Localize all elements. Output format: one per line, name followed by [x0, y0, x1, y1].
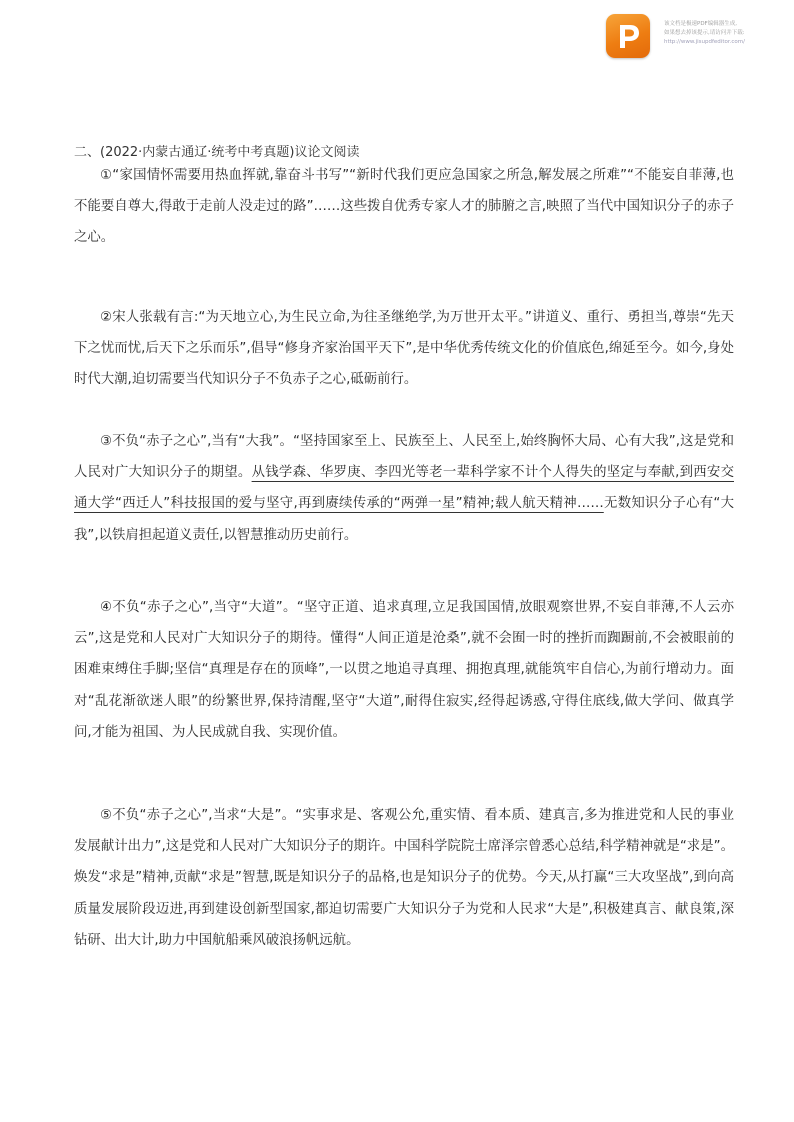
paragraph-4: ④不负“赤子之心”,当守“大道”。“坚守正道、追求真理,立足我国国情,放眼观察世界,不妄自菲薄,不人云亦云”,这是党和人民对广大知识分子的期待。懂得“人间正道是沧桑”,就不会囿一时的挫折而踟蹰前,不会被眼前的困难束缚住手脚;坚信“真理是存在的顶峰”,一以贯之地追寻真理、拥抱真理,就能筑牢自信心,为前行增动力。面对“乱花渐欲迷人眼”的纷繁世界,保持清醒,坚守“大道”,耐得住寂实,经得起诱惑,守得住底线,做大学问、做真学问,才能为祖国、为人民成就自我、实现价值。 [74, 600, 734, 740]
watermark-line-1: 该文档是极速PDF编辑器生成, [664, 21, 737, 27]
paragraph-5: ⑤不负“赤子之心”,当求“大是”。“实事求是、客观公允,重实情、看本质、建真言,多为推进党和人民的事业发展献计出力”,这是党和人民对广大知识分子的期许。中国科学院院士席泽宗曾悉心总结,科学精神就是“求是”。焕发“求是”精神,贡献“求是”智慧,既是知识分子的品格,也是知识分子的优势。今天,从打赢“三大攻坚战”,到向高质量发展阶段迈进,再到建设创新型国家,都迫切需要广大知识分子为党和人民求“大是”,积极建真言、献良策,深钻研、出大计,助力中国航船乘风破浪扬帆远航。 [74, 808, 734, 948]
watermark-line-2: 如果想去掉该提示,请访问并下载: [664, 30, 745, 36]
watermark-url: http://www.jisupdfeditor.com/ [664, 39, 745, 45]
watermark-notice [664, 20, 792, 47]
question-heading: 二、(2022·内蒙古通辽·统考中考真题)议论文阅读 [74, 145, 360, 160]
paragraph-3-conclusion: 无数知识分子心有“大我”,以铁肩担起道义责任,以智慧推动历史前行。 [74, 496, 735, 543]
pdf-editor-logo-icon [606, 14, 650, 58]
p-letter-icon [606, 14, 650, 58]
paragraph-3 [74, 426, 734, 551]
paragraph-2: ②宋人张载有言:“为天地立心,为生民立命,为往圣继绝学,为万世开太平。”讲道义、重行、勇担当,尊崇“先天下之忧而忧,后天下之乐而乐”,倡导“修身齐家治国平天下”,是中华优秀传统文化的价值底色,绵延至今。如今,身处时代大潮,迫切需要当代知识分子不负赤子之心,砥砺前行。 [74, 310, 734, 388]
paragraph-3-underlined-text: 从钱学森、华罗庚、李四光等老一辈科学家不计个人得失的坚定与奉献,到西安交通大学“西迁人”科技报国的爱与坚守,再到赓续传承的“两弹一星”精神;载人航天精神…… [74, 465, 734, 512]
paragraph-1: ①“家国情怀需要用热血挥就,靠奋斗书写”“新时代我们更应急国家之所急,解发展之所难”“不能妄自菲薄,也不能要自尊大,得敢于走前人没走过的路”……这些拨自优秀专家人才的肺腑之言,映照了当代中国知识分子的赤子之心。 [74, 168, 734, 246]
paragraph-3-intro: ③不负“赤子之心”,当有“大我”。“坚持国家至上、民族至上、人民至上,始终胸怀大局、心有大我”,这是党和人民对广大知识分子的期望。 [74, 434, 734, 481]
